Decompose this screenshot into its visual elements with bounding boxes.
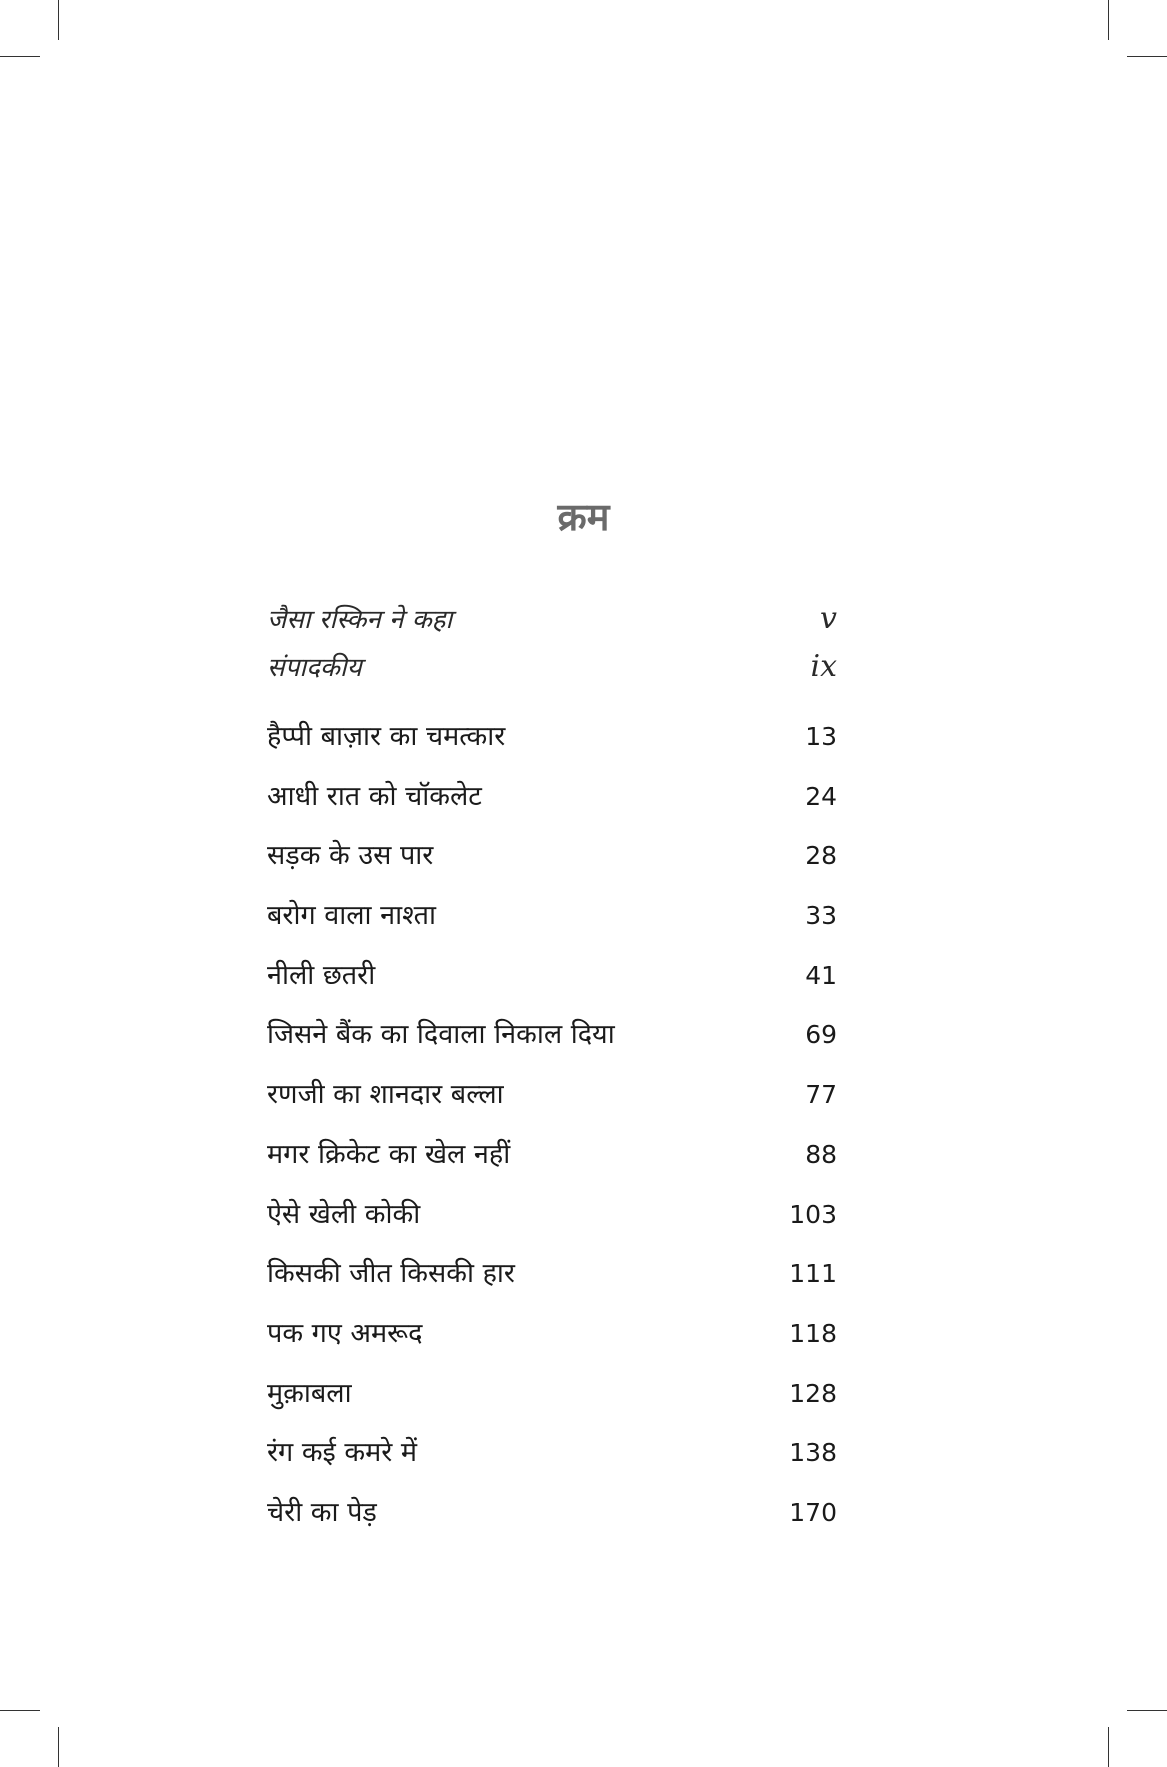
chapter-title: पक गए अमरूद xyxy=(267,1317,423,1349)
prelim-title: जैसा रस्किन ने कहा xyxy=(267,605,453,635)
chapter-item[interactable] xyxy=(267,955,837,1015)
prelim-page: v xyxy=(820,601,837,636)
crop-mark-bottom-left-vertical xyxy=(58,1727,59,1767)
chapter-title: आधी रात को चॉकलेट xyxy=(267,780,482,812)
chapter-title: चेरी का पेड़ xyxy=(267,1496,377,1528)
chapter-page: 77 xyxy=(805,1080,837,1110)
chapter-page: 88 xyxy=(805,1139,837,1169)
chapter-item[interactable] xyxy=(267,1432,837,1492)
prelim-item[interactable] xyxy=(267,600,837,648)
prelim-title: संपादकीय xyxy=(267,653,362,683)
chapter-page: 41 xyxy=(805,960,837,990)
chapter-item[interactable] xyxy=(267,1074,837,1134)
crop-mark-top-right-vertical xyxy=(1108,0,1109,40)
chapter-title: किसकी जीत किसकी हार xyxy=(267,1258,515,1290)
chapter-item[interactable] xyxy=(267,835,837,895)
chapter-title: सड़क के उस पार xyxy=(267,840,434,872)
chapter-page: 103 xyxy=(789,1199,837,1229)
crop-mark-top-left-horizontal xyxy=(0,56,40,57)
crop-mark-bottom-left-horizontal xyxy=(0,1710,40,1711)
chapter-page: 28 xyxy=(805,841,837,871)
chapter-item[interactable] xyxy=(267,1313,837,1373)
chapter-item[interactable] xyxy=(267,776,837,836)
chapter-page: 13 xyxy=(805,722,837,751)
chapter-title: नीली छतरी xyxy=(267,959,376,991)
chapter-list xyxy=(267,716,837,1552)
chapter-item[interactable] xyxy=(267,1194,837,1254)
chapter-item[interactable] xyxy=(267,1492,837,1552)
contents-title: क्रम xyxy=(557,495,610,539)
chapter-title: मगर क्रिकेट का खेल नहीं xyxy=(267,1138,511,1170)
chapter-page: 128 xyxy=(789,1378,837,1408)
chapter-page: 170 xyxy=(789,1497,837,1527)
chapter-page: 138 xyxy=(789,1438,837,1468)
chapter-item[interactable] xyxy=(267,716,837,776)
chapter-page: 24 xyxy=(805,781,837,811)
chapter-title: जिसने बैंक का दिवाला निकाल दिया xyxy=(267,1019,615,1051)
prelim-item[interactable] xyxy=(267,648,837,696)
crop-mark-bottom-right-horizontal xyxy=(1127,1710,1167,1711)
chapter-title: बरोग वाला नाश्ता xyxy=(267,900,436,932)
chapter-title: हैप्पी बाज़ार का चमत्कार xyxy=(267,721,506,752)
chapter-title: मुक़ाबला xyxy=(267,1377,352,1409)
chapter-item[interactable] xyxy=(267,1134,837,1194)
chapter-title: रंग कई कमरे में xyxy=(267,1437,418,1469)
chapter-page: 118 xyxy=(789,1318,837,1348)
chapter-item[interactable] xyxy=(267,895,837,955)
crop-mark-top-right-horizontal xyxy=(1127,56,1167,57)
chapter-page: 111 xyxy=(789,1259,837,1289)
chapter-item[interactable] xyxy=(267,1014,837,1074)
chapter-item[interactable] xyxy=(267,1253,837,1313)
crop-mark-bottom-right-vertical xyxy=(1108,1727,1109,1767)
crop-mark-top-left-vertical xyxy=(58,0,59,40)
prelim-list xyxy=(267,600,837,696)
chapter-title: रणजी का शानदार बल्ला xyxy=(267,1079,504,1111)
chapter-page: 69 xyxy=(805,1020,837,1050)
chapter-item[interactable] xyxy=(267,1373,837,1433)
prelim-page: ix xyxy=(810,649,837,684)
chapter-title: ऐसे खेली कोकी xyxy=(267,1198,421,1230)
chapter-page: 33 xyxy=(805,901,837,931)
